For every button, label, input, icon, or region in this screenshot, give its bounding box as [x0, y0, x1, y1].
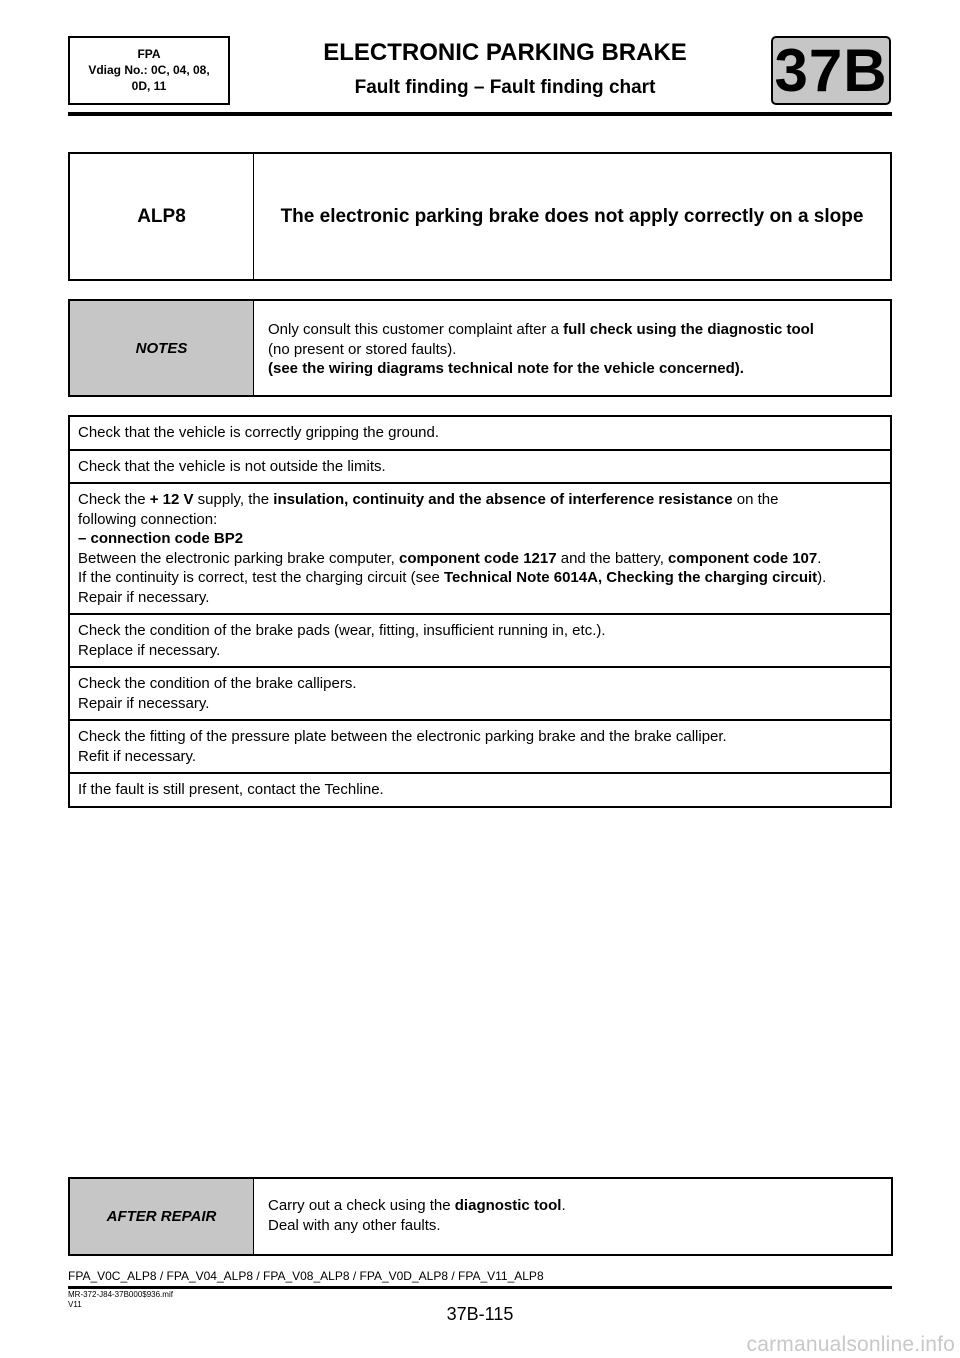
after-repair-line1-text: Carry out a check using the [268, 1197, 455, 1214]
step-7 [70, 774, 890, 808]
step-3 [70, 484, 890, 615]
after-repair-line2: Deal with any other faults. [268, 1216, 441, 1234]
step-2-text: Check that the vehicle is not outside the limits. [78, 457, 386, 475]
vehicle-info-box [68, 36, 230, 105]
step-4-text-b: Replace if necessary. [78, 641, 221, 659]
notes-line2: (no present or stored faults). [268, 340, 457, 358]
complaint-title-box [68, 152, 892, 281]
step-4 [70, 615, 890, 668]
fault-references: FPA_V0C_ALP8 / FPA_V04_ALP8 / FPA_V08_ALP8 / FPA_V0D_ALP8 / FPA_V11_ALP8 [68, 1269, 544, 1283]
notes-box [68, 299, 892, 397]
step-5-text-b: Repair if necessary. [78, 694, 210, 712]
document-version: V11 [68, 1300, 82, 1309]
step-3-text-p: Repair if necessary. [78, 588, 210, 606]
footer-divider [68, 1286, 892, 1289]
after-repair-line1-end: . [561, 1197, 566, 1214]
step-3-text-o: ). [817, 569, 827, 586]
after-repair-text [254, 1179, 891, 1254]
after-repair-box [68, 1177, 893, 1256]
notes-label: NOTES [70, 301, 254, 395]
step-3-text-j: and the battery, [556, 549, 669, 567]
step-5-text-a: Check the condition of the brake callipers. [78, 675, 357, 692]
step-6-text-a: Check the fitting of the pressure plate between the electronic parking brake and the brake calliper. [78, 728, 727, 745]
page-number: 37B-115 [446, 1304, 514, 1324]
page-title: ELECTRONIC PARKING BRAKE [323, 39, 687, 66]
fault-finding-steps [68, 415, 892, 808]
step-1-text: Check that the vehicle is correctly gripping the ground. [78, 424, 440, 441]
page-subtitle: Fault finding – Fault finding chart [354, 77, 656, 98]
step-3-text-c: supply, the [193, 491, 274, 508]
step-3-checks: insulation, continuity and the absence of interference resistance [273, 491, 733, 508]
complaint-title: The electronic parking brake does not apply correctly on a slope [280, 205, 864, 227]
complaint-code: ALP8 [70, 154, 254, 279]
notes-line3: (see the wiring diagrams technical note for the vehicle concerned). [268, 360, 744, 377]
source-file-name: MR-372-J84-37B000$936.mif [68, 1290, 173, 1299]
step-7-text: If the fault is still present, contact the Techline. [78, 781, 384, 798]
step-3-tech-note: Technical Note 6014A, Checking the charging circuit [444, 569, 818, 586]
vehicle-model: FPA [137, 47, 161, 61]
step-6-text-b: Refit if necessary. [78, 747, 197, 765]
header-divider [68, 112, 892, 116]
notes-text [254, 301, 890, 395]
vdiag-line-2: 0D, 11 [131, 79, 167, 93]
step-3-text-l: . [817, 549, 822, 567]
vdiag-line-1: Vdiag No.: 0C, 04, 08, [88, 63, 210, 77]
after-repair-line1-bold: diagnostic tool [454, 1197, 562, 1214]
step-6 [70, 721, 890, 774]
step-3-component-1217: component code 1217 [399, 549, 557, 567]
notes-line1-text: Only consult this customer complaint after a [268, 321, 564, 338]
step-4-text-a: Check the condition of the brake pads (wear, fitting, insufficient running in, etc.). [78, 622, 606, 639]
step-3-connection: – connection code BP2 [78, 530, 244, 547]
step-5 [70, 668, 890, 721]
section-code-badge: 37B [771, 36, 891, 105]
step-3-text-f: following connection: [78, 510, 218, 528]
step-1 [70, 417, 890, 451]
step-3-text-e: on the [732, 491, 779, 508]
step-3-text-h: Between the electronic parking brake computer, [78, 549, 400, 567]
step-2 [70, 451, 890, 485]
step-3-component-107: component code 107 [668, 549, 818, 567]
step-3-supply: + 12 V [149, 491, 194, 508]
watermark: carmanualsonline.info [746, 1333, 955, 1356]
after-repair-label: AFTER REPAIR [70, 1179, 254, 1254]
notes-line1-bold: full check using the diagnostic tool [563, 321, 814, 338]
step-3-text-m: If the continuity is correct, test the charging circuit (see [78, 569, 444, 586]
step-3-text-a: Check the [78, 491, 150, 508]
